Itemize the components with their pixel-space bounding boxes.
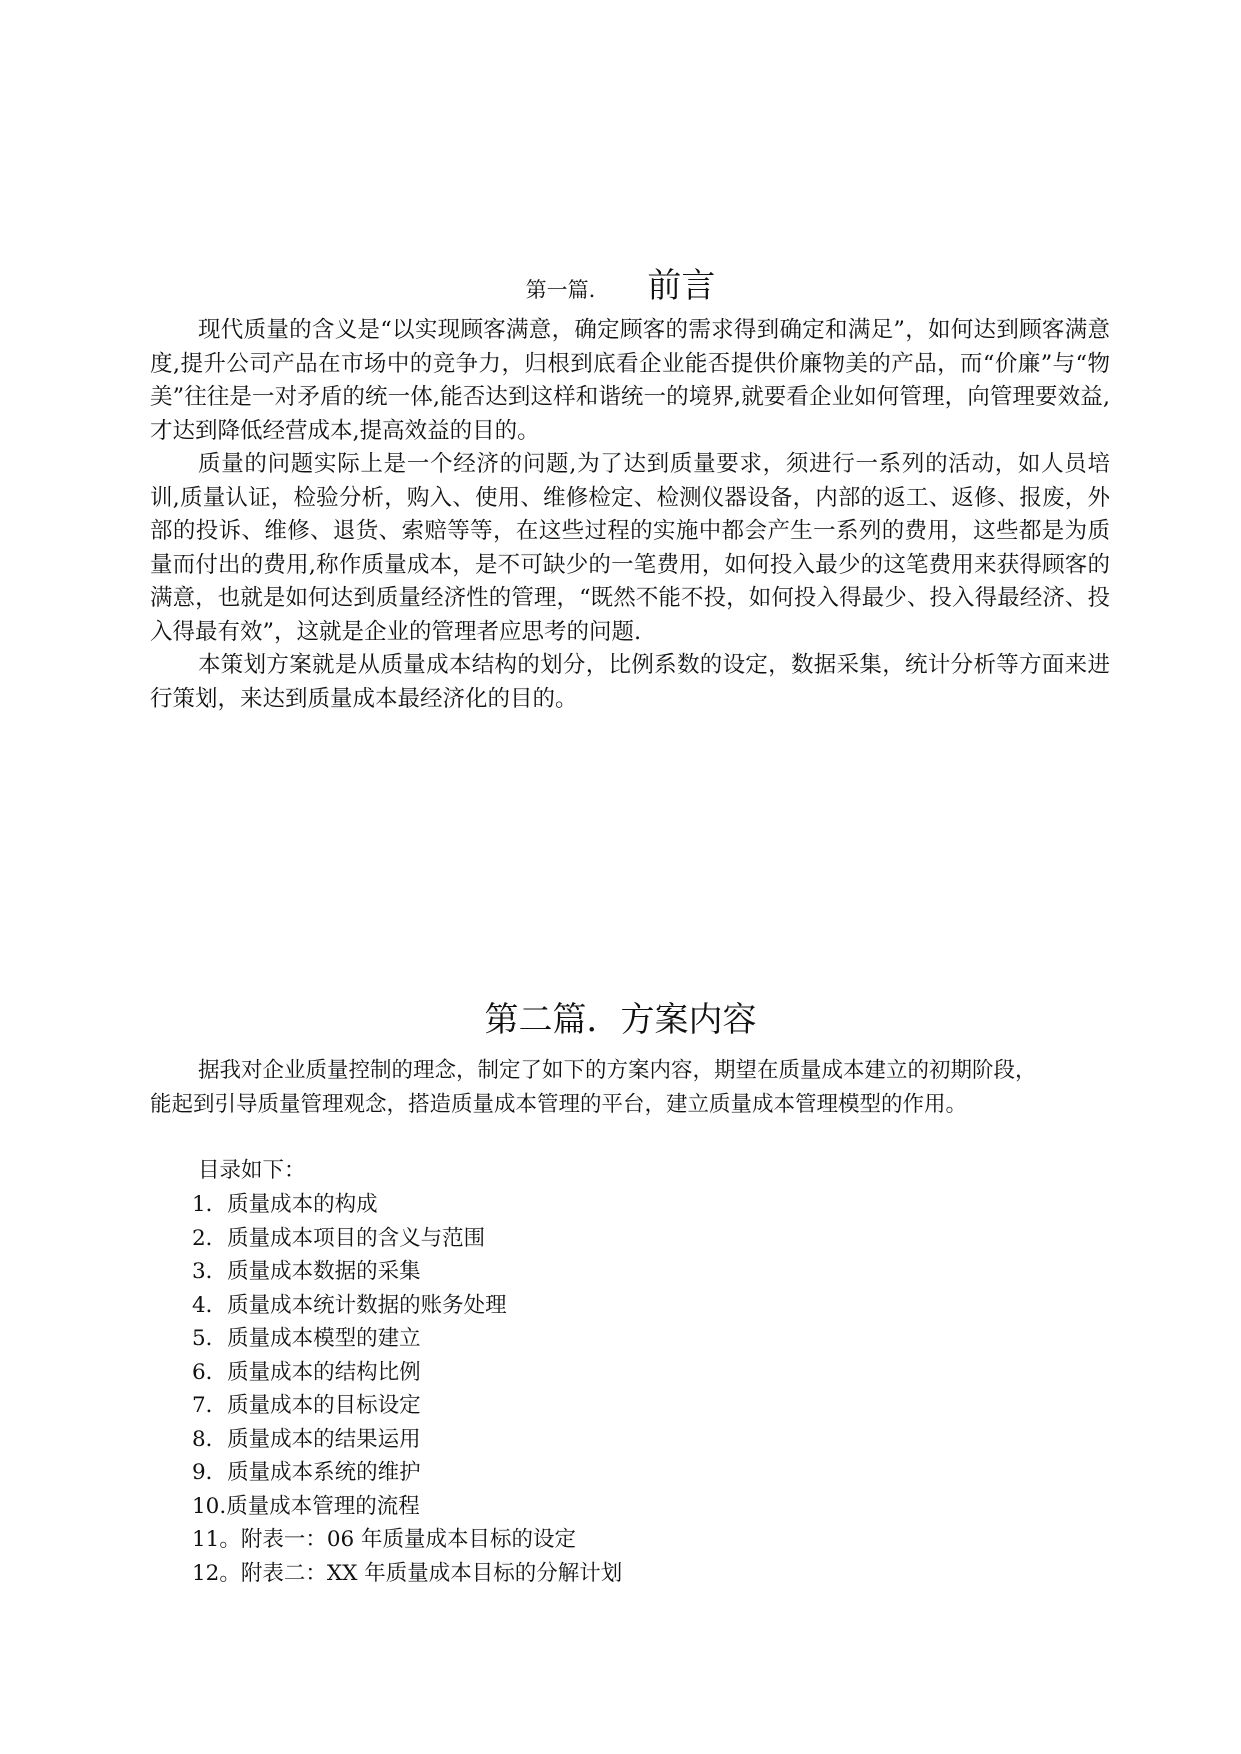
paragraph: 现代质量的含义是“以实现顾客满意，确定顾客的需求得到确定和满足”，如何达到顾客满意度,提升公司产品在市场中的竞争力，归根到底看企业能否提供价廉物美的产品，而“价廉”与“物美”往往是一对矛盾的统一体,能否达到这样和谐统一的境界,就要看企业如何管理，向管理要效益,才达到降低经营成本,提高效益的目的。 <box>150 317 1110 444</box>
toc-item: 6．质量成本的结构比例 <box>192 1359 421 1385</box>
section-2-body <box>150 1054 1050 1121</box>
toc-item: 7．质量成本的目标设定 <box>192 1393 421 1418</box>
toc-item: 2．质量成本项目的含义与范围 <box>192 1225 486 1251</box>
section-2-title: 第二篇．方案内容 <box>484 1000 757 1040</box>
toc-item: 8．质量成本的结果运用 <box>192 1426 421 1452</box>
paragraph: 据我对企业质量控制的理念，制定了如下的方案内容，期望在质量成本建立的初期阶段，能起到引导质量管理观念，搭造质量成本管理的平台，建立质量成本管理模型的作用。 <box>150 1058 1037 1117</box>
toc-item: 12。附表二：XX 年质量成本目标的分解计划 <box>192 1560 623 1586</box>
toc-item: 3．质量成本数据的采集 <box>192 1259 421 1284</box>
section-1-title: 前言 <box>647 266 716 306</box>
section-1-body <box>150 314 1110 716</box>
paragraph: 质量的问题实际上是一个经济的问题,为了达到质量要求，须进行一系列的活动，如人员培训,质量认证，检验分析，购入、使用、维修检定、检测仪器设备，内部的返工、返修、报废，外部的投诉、维修、退货、索赔等等，在这些过程的实施中都会产生一系列的费用，这些都是为质量而付出的费用,称作质量成本，是不可缺少的一笔费用，如何投入最少的这笔费用来获得顾客的满意，也就是如何达到质量经济性的管理，“既然不能不投，如何投入得最少、投入得最经济、投入得最有效”，这就是企业的管理者应思考的问题. <box>150 451 1110 645</box>
toc-item: 9．质量成本系统的维护 <box>192 1460 421 1485</box>
toc-item: 1．质量成本的构成 <box>192 1192 378 1217</box>
section-1-heading <box>0 258 1241 307</box>
toc-item: 4．质量成本统计数据的账务处理 <box>192 1292 507 1318</box>
toc-heading: 目录如下： <box>198 1158 306 1183</box>
section-1-number: 第一篇. <box>525 278 596 302</box>
table-of-contents <box>192 1188 622 1590</box>
paragraph: 本策划方案就是从质量成本结构的划分，比例系数的设定，数据采集，统计分析等方面来进行策划，来达到质量成本最经济化的目的。 <box>150 652 1110 712</box>
toc-item: 5．质量成本模型的建立 <box>192 1326 421 1351</box>
toc-item: 10.质量成本管理的流程 <box>192 1493 420 1519</box>
toc-item: 11。附表一：06 年质量成本目标的设定 <box>192 1527 577 1552</box>
